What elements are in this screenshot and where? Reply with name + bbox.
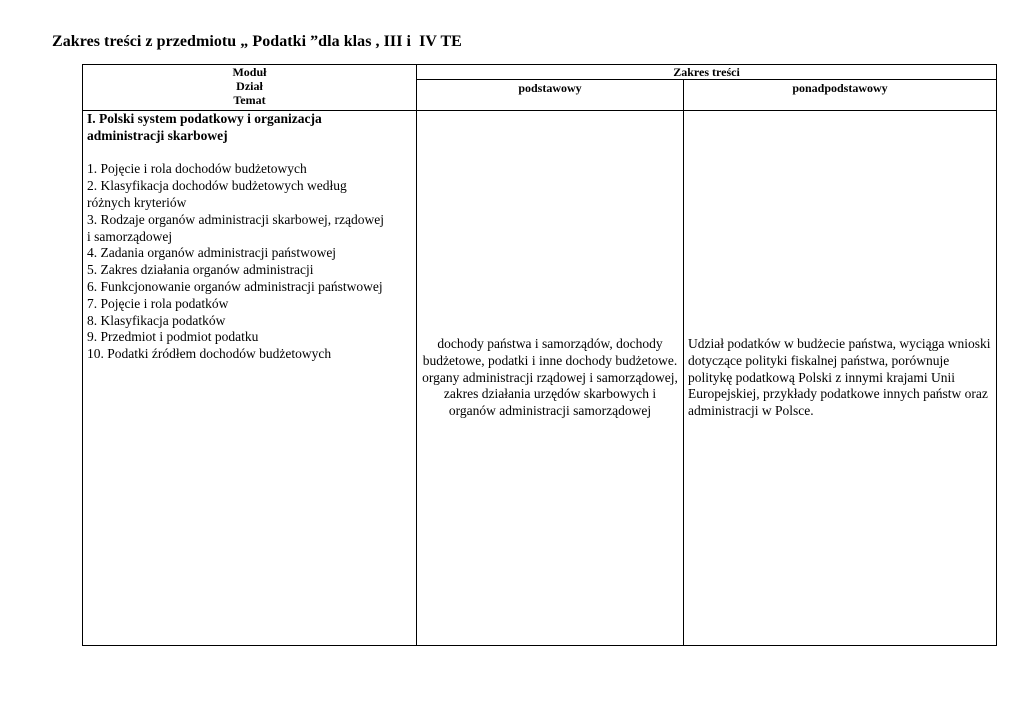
ponadpodstawowy-content: Udział podatków w budżecie państwa, wyciąga wnioski dotyczące polityki fiskalnej państwa, porównuje politykę podatkową Polski z innymi krajami Unii Europejskiej, przykłady podatkowe innych państw oraz administracji w Polsce. (684, 111, 997, 646)
header-dzial: Dział (236, 79, 263, 93)
podstawowy-content: dochody państwa i samorządów, dochody budżetowe, podatki i inne dochody budżetowe. organy administracji rządowej i samorządowej, zakres działania urzędów skarbowych i organów administracji samorządowej (417, 111, 684, 646)
topic-item: 8. Klasyfikacja podatków (87, 312, 226, 328)
header-zakres-tresci: Zakres treści (417, 65, 997, 80)
header-modul: Moduł (232, 65, 267, 79)
header-ponadpodstawowy: ponadpodstawowy (684, 80, 997, 111)
topic-item: 7. Pojęcie i rola podatków (87, 295, 229, 311)
topics-cell (83, 111, 417, 646)
topic-item: 9. Przedmiot i podmiot podatku (87, 329, 259, 345)
curriculum-table (82, 64, 997, 646)
topic-item: 1. Pojęcie i rola dochodów budżetowych (87, 161, 307, 177)
topic-item: i samorządowej (87, 228, 173, 244)
topic-item: 6. Funkcjonowanie organów administracji państwowej (87, 278, 383, 294)
topic-item: 3. Rodzaje organów administracji skarbowej, rządowej (87, 211, 385, 227)
topic-item: 10. Podatki źródłem dochodów budżetowych (87, 346, 332, 362)
topic-item: 5. Zakres działania organów administracji (87, 262, 314, 278)
topic-item: 2. Klasyfikacja dochodów budżetowych według (87, 178, 347, 194)
spacer (87, 145, 412, 162)
topic-item: 4. Zadania organów administracji państwowej (87, 245, 337, 261)
header-module-section-topic (83, 65, 417, 111)
module-title-line-2: administracji skarbowej (87, 127, 228, 143)
header-podstawowy: podstawowy (417, 80, 684, 111)
header-temat: Temat (233, 93, 266, 107)
page-title: Zakres treści z przedmiotu „ Podatki ”dla klas , III i IV TE (52, 33, 462, 50)
module-title-line-1: I. Polski system podatkowy i organizacja (87, 111, 322, 126)
topic-item: różnych kryteriów (87, 194, 187, 210)
